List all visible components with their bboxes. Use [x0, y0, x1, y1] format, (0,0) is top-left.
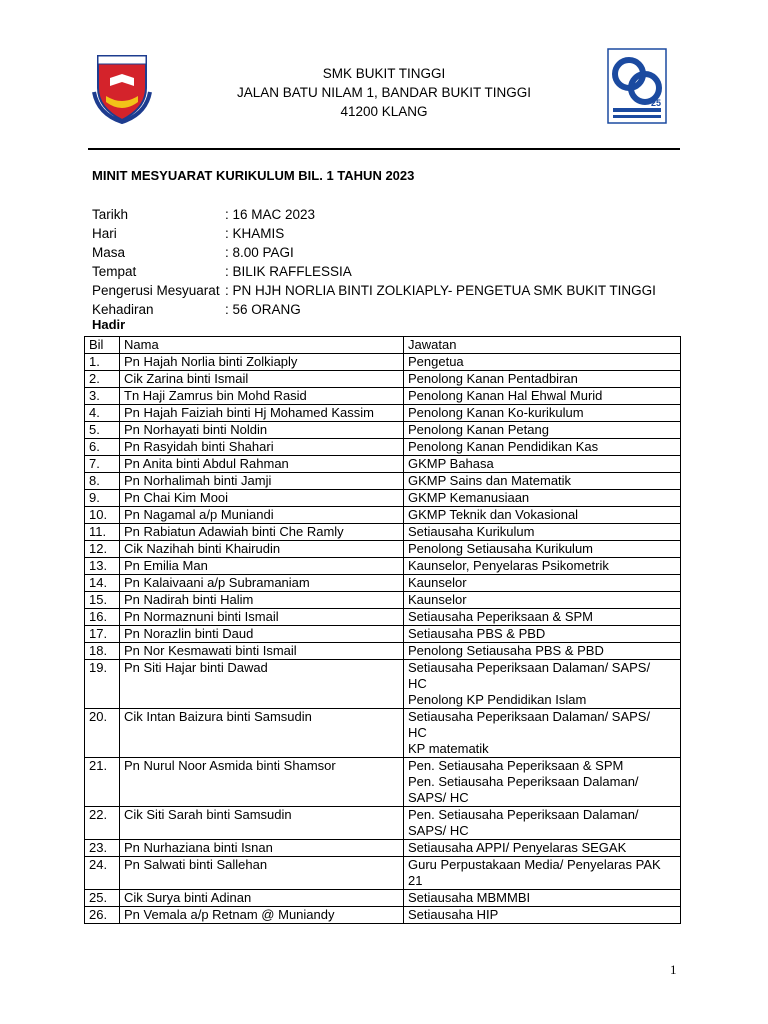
table-row: [85, 840, 681, 857]
jawatan-line: Penolong Kanan Pentadbiran: [408, 371, 578, 386]
cell-nama: Cik Zarina binti Ismail: [120, 371, 404, 388]
cell-jawatan: [404, 592, 681, 609]
cell-jawatan: [404, 840, 681, 857]
meta-row: [92, 205, 656, 224]
meta-value: : 56 ORANG: [225, 302, 301, 317]
cell-bil: 5.: [85, 422, 120, 439]
cell-nama: Pn Nurul Noor Asmida binti Shamsor: [120, 758, 404, 807]
cell-jawatan: [404, 524, 681, 541]
jawatan-line: Setiausaha HIP: [408, 907, 499, 922]
cell-jawatan: [404, 575, 681, 592]
meta-value: : BILIK RAFFLESSIA: [225, 264, 352, 279]
meta-value: : 8.00 PAGI: [225, 245, 294, 260]
cell-nama: Pn Rabiatun Adawiah binti Che Ramly: [120, 524, 404, 541]
cell-nama: Pn Hajah Norlia binti Zolkiaply: [120, 354, 404, 371]
jawatan-line: Kaunselor: [408, 575, 467, 590]
cell-bil: 4.: [85, 405, 120, 422]
meta-key: Tarikh: [92, 207, 129, 222]
meta-key: Pengerusi Mesyuarat: [92, 283, 220, 298]
cell-nama: Cik Siti Sarah binti Samsudin: [120, 807, 404, 840]
table-row: [85, 807, 681, 840]
jawatan-line: 21: [408, 873, 423, 888]
jawatan-line: Setiausaha Peperiksaan Dalaman/ SAPS/: [408, 660, 651, 675]
table-row: [85, 857, 681, 890]
svg-text:25: 25: [651, 98, 662, 108]
cell-nama: Pn Salwati binti Sallehan: [120, 857, 404, 890]
attendance-table: [84, 336, 681, 924]
jawatan-line: Setiausaha PBS & PBD: [408, 626, 546, 641]
jawatan-line: SAPS/ HC: [408, 790, 469, 805]
meta-key: Kehadiran: [92, 302, 154, 317]
cell-bil: 9.: [85, 490, 120, 507]
cell-bil: 24.: [85, 857, 120, 890]
meta-row: [92, 281, 656, 300]
meta-row: [92, 262, 656, 281]
jawatan-line: Setiausaha APPI/ Penyelaras SEGAK: [408, 840, 627, 855]
table-row: [85, 354, 681, 371]
table-row: [85, 541, 681, 558]
cell-jawatan: [404, 456, 681, 473]
cell-bil: 23.: [85, 840, 120, 857]
cell-jawatan: [404, 371, 681, 388]
cell-jawatan: [404, 709, 681, 758]
cell-jawatan: [404, 558, 681, 575]
table-row: [85, 758, 681, 807]
cell-nama: Pn Nadirah binti Halim: [120, 592, 404, 609]
cell-nama: Pn Kalaivaani a/p Subramaniam: [120, 575, 404, 592]
cell-bil: 19.: [85, 660, 120, 709]
table-row: [85, 439, 681, 456]
cell-bil: 18.: [85, 643, 120, 660]
meta-key: Hari: [92, 226, 117, 241]
cell-nama: Pn Nurhaziana binti Isnan: [120, 840, 404, 857]
cell-jawatan: [404, 490, 681, 507]
cell-bil: 11.: [85, 524, 120, 541]
table-row: [85, 609, 681, 626]
cell-nama: Pn Siti Hajar binti Dawad: [120, 660, 404, 709]
cell-nama: Cik Intan Baizura binti Samsudin: [120, 709, 404, 758]
cell-bil: 3.: [85, 388, 120, 405]
cell-bil: 10.: [85, 507, 120, 524]
jawatan-line: Penolong KP Pendidikan Islam: [408, 692, 587, 707]
cell-jawatan: [404, 626, 681, 643]
jawatan-line: Pengetua: [408, 354, 464, 369]
cell-bil: 17.: [85, 626, 120, 643]
cell-jawatan: [404, 758, 681, 807]
jawatan-line: GKMP Teknik dan Vokasional: [408, 507, 579, 522]
jawatan-line: KP matematik: [408, 741, 489, 756]
cell-nama: Pn Emilia Man: [120, 558, 404, 575]
cell-jawatan: [404, 541, 681, 558]
table-row: [85, 371, 681, 388]
school-postcode: 41200 KLANG: [340, 104, 428, 119]
meeting-details: [92, 205, 656, 319]
jawatan-line: Penolong Setiausaha PBS & PBD: [408, 643, 604, 658]
cell-jawatan: [404, 660, 681, 709]
cell-nama: Pn Nor Kesmawati binti Ismail: [120, 643, 404, 660]
school-name: SMK BUKIT TINGGI: [322, 66, 446, 81]
cell-nama: Cik Surya binti Adinan: [120, 890, 404, 907]
jawatan-line: Penolong Kanan Pendidikan Kas: [408, 439, 599, 454]
school-header: [0, 64, 768, 121]
table-row: [85, 473, 681, 490]
table-row: [85, 626, 681, 643]
jawatan-line: Setiausaha Kurikulum: [408, 524, 535, 539]
table-row: [85, 660, 681, 709]
header-nama: Nama: [120, 337, 404, 354]
table-row: [85, 907, 681, 924]
table-row: [85, 890, 681, 907]
attendance-heading: Hadir: [92, 317, 126, 332]
jawatan-line: Pen. Setiausaha Peperiksaan & SPM: [408, 758, 624, 773]
cell-jawatan: [404, 388, 681, 405]
header-bil: Bil: [85, 337, 120, 354]
cell-bil: 1.: [85, 354, 120, 371]
jawatan-line: Guru Perpustakaan Media/ Penyelaras PAK: [408, 857, 661, 872]
table-row: [85, 575, 681, 592]
jawatan-line: GKMP Kemanusiaan: [408, 490, 530, 505]
meta-value: : PN HJH NORLIA BINTI ZOLKIAPLY- PENGETUA SMK BUKIT TINGGI: [225, 283, 656, 298]
table-row: [85, 405, 681, 422]
table-row: [85, 507, 681, 524]
cell-bil: 21.: [85, 758, 120, 807]
meta-value: : KHAMIS: [225, 226, 285, 241]
school-address: JALAN BATU NILAM 1, BANDAR BUKIT TINGGI: [236, 85, 532, 100]
cell-bil: 14.: [85, 575, 120, 592]
cell-nama: Pn Chai Kim Mooi: [120, 490, 404, 507]
cell-bil: 25.: [85, 890, 120, 907]
meta-row: [92, 300, 656, 319]
cell-nama: Pn Nagamal a/p Muniandi: [120, 507, 404, 524]
jawatan-line: GKMP Sains dan Matematik: [408, 473, 572, 488]
cell-nama: Pn Rasyidah binti Shahari: [120, 439, 404, 456]
cell-bil: 15.: [85, 592, 120, 609]
jawatan-line: GKMP Bahasa: [408, 456, 494, 471]
cell-nama: Pn Anita binti Abdul Rahman: [120, 456, 404, 473]
cell-jawatan: [404, 473, 681, 490]
table-row: [85, 422, 681, 439]
cell-nama: Pn Norazlin binti Daud: [120, 626, 404, 643]
cell-jawatan: [404, 609, 681, 626]
page-number: 1: [670, 962, 677, 977]
cell-nama: Pn Vemala a/p Retnam @ Muniandy: [120, 907, 404, 924]
cell-jawatan: [404, 807, 681, 840]
cell-jawatan: [404, 857, 681, 890]
cell-bil: 6.: [85, 439, 120, 456]
jawatan-line: Setiausaha Peperiksaan Dalaman/ SAPS/: [408, 709, 651, 724]
cell-bil: 20.: [85, 709, 120, 758]
cell-jawatan: [404, 439, 681, 456]
jawatan-line: Kaunselor: [408, 592, 467, 607]
jawatan-line: Penolong Kanan Hal Ehwal Murid: [408, 388, 603, 403]
cell-bil: 16.: [85, 609, 120, 626]
jawatan-line: Kaunselor, Penyelaras Psikometrik: [408, 558, 609, 573]
cell-jawatan: [404, 890, 681, 907]
jawatan-line: Penolong Kanan Ko-kurikulum: [408, 405, 584, 420]
cell-nama: Pn Normaznuni binti Ismail: [120, 609, 404, 626]
jawatan-line: HC: [408, 676, 427, 691]
meta-key: Masa: [92, 245, 126, 260]
cell-bil: 13.: [85, 558, 120, 575]
jawatan-line: HC: [408, 725, 427, 740]
table-row: [85, 388, 681, 405]
header-divider: [88, 148, 680, 150]
table-row: [85, 524, 681, 541]
jawatan-line: Penolong Setiausaha Kurikulum: [408, 541, 594, 556]
cell-bil: 22.: [85, 807, 120, 840]
jawatan-line: Setiausaha Peperiksaan & SPM: [408, 609, 593, 624]
meta-key: Tempat: [92, 264, 137, 279]
cell-jawatan: [404, 422, 681, 439]
meta-row: [92, 224, 656, 243]
document-title: MINIT MESYUARAT KURIKULUM BIL. 1 TAHUN 2023: [92, 168, 415, 183]
table-row: [85, 643, 681, 660]
cell-jawatan: [404, 405, 681, 422]
table-row: [85, 592, 681, 609]
cell-nama: Tn Haji Zamrus bin Mohd Rasid: [120, 388, 404, 405]
table-row: [85, 558, 681, 575]
jawatan-line: Penolong Kanan Petang: [408, 422, 549, 437]
cell-bil: 8.: [85, 473, 120, 490]
cell-bil: 12.: [85, 541, 120, 558]
table-row: [85, 490, 681, 507]
cell-nama: Pn Norhayati binti Noldin: [120, 422, 404, 439]
jawatan-line: Setiausaha MBMMBI: [408, 890, 531, 905]
jawatan-line: Pen. Setiausaha Peperiksaan Dalaman/: [408, 807, 639, 822]
cell-jawatan: [404, 354, 681, 371]
cell-jawatan: [404, 643, 681, 660]
jawatan-line: SAPS/ HC: [408, 823, 469, 838]
table-header-row: [85, 337, 681, 354]
cell-nama: Pn Hajah Faiziah binti Hj Mohamed Kassim: [120, 405, 404, 422]
cell-bil: 26.: [85, 907, 120, 924]
meta-value: : 16 MAC 2023: [225, 207, 316, 222]
cell-nama: Pn Norhalimah binti Jamji: [120, 473, 404, 490]
table-row: [85, 709, 681, 758]
cell-jawatan: [404, 507, 681, 524]
cell-nama: Cik Nazihah binti Khairudin: [120, 541, 404, 558]
cell-bil: 2.: [85, 371, 120, 388]
header-jawatan: Jawatan: [404, 337, 681, 354]
cell-jawatan: [404, 907, 681, 924]
meta-row: [92, 243, 656, 262]
jawatan-line: Pen. Setiausaha Peperiksaan Dalaman/: [408, 774, 639, 789]
cell-bil: 7.: [85, 456, 120, 473]
table-row: [85, 456, 681, 473]
